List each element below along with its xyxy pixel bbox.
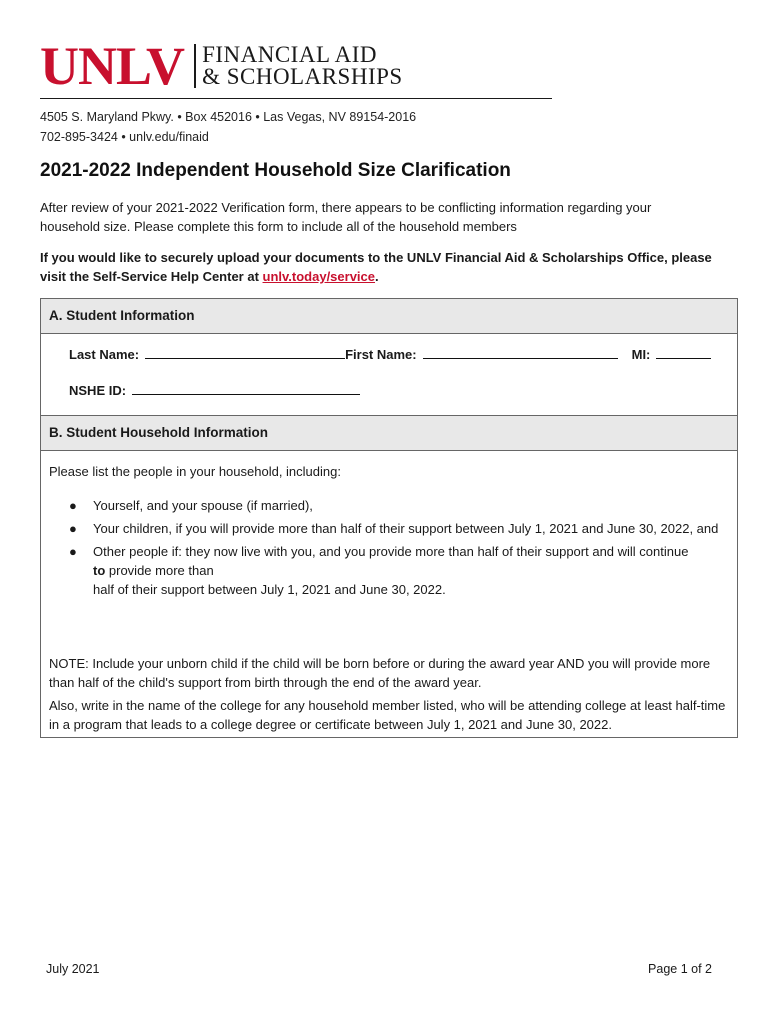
last-name-label: Last Name: [69, 347, 140, 362]
bullet-icon: ● [69, 498, 77, 513]
upload-notice [40, 248, 730, 286]
office-address: 4505 S. Maryland Pkwy. • Box 452016 • Las Vegas, NV 89154-2016 [40, 110, 417, 124]
bullet-icon: ● [69, 521, 77, 536]
first-name-label: First Name: [345, 347, 417, 362]
section-a-heading: A. Student Information [41, 299, 737, 334]
nshe-field-row [69, 383, 363, 398]
section-b-heading: B. Student Household Information [41, 416, 737, 451]
page-title: 2021-2022 Independent Household Size Clarification [40, 160, 511, 181]
nshe-id-label: NSHE ID: [69, 383, 127, 398]
unlv-logo [40, 36, 403, 96]
list-item [49, 519, 729, 538]
first-name-field[interactable] [423, 357, 618, 359]
unborn-child-note: NOTE: Include your unborn child if the child will be born before or during the award year AND you will provide more than half of the child's support from birth through the end of the award year. [49, 656, 711, 690]
last-name-field[interactable] [145, 357, 345, 359]
mi-label: MI: [631, 347, 651, 362]
college-note: Also, write in the name of the college for any household member listed, who will be attending college at least half-time in a program that leads to a college degree or certificate between July 1, 2021 and June 30, 2022. [49, 698, 726, 732]
list-item [49, 496, 729, 515]
name-fields-row [69, 347, 714, 362]
upload-notice-text: If you would like to securely upload your documents to the UNLV Financial Aid & Scholarships Office, please visit the Self-Service Help Center at [40, 250, 712, 284]
section-household-information [40, 415, 738, 738]
logo-wordmark: UNLV [40, 36, 185, 96]
household-lead: Please list the people in your household, including: [49, 464, 341, 479]
upload-notice-end: . [375, 269, 379, 284]
list-item-text: Other people if: they now live with you, and you provide more than half of their support and will continue [93, 544, 689, 559]
list-item-emphasis: to [93, 563, 106, 578]
bullet-icon: ● [69, 544, 77, 559]
self-service-link[interactable]: unlv.today/service [262, 269, 376, 284]
list-item-text: half of their support between July 1, 2021 and June 30, 2022. [93, 582, 446, 597]
logo-line-1: FINANCIAL AID [202, 42, 378, 67]
logo-line-2: & SCHOLARSHIPS [202, 64, 403, 89]
list-item [49, 542, 729, 599]
page-number: Page 1 of 2 [648, 962, 712, 976]
footer-date: July 2021 [46, 962, 100, 976]
list-item-text: Your children, if you will provide more than half of their support between July 1, 2021 and June 30, 2022, and [93, 521, 719, 536]
logo-divider [194, 44, 196, 88]
section-student-information [40, 298, 738, 416]
header-rule [40, 98, 552, 99]
logo-department [202, 44, 403, 88]
nshe-id-field[interactable] [132, 393, 360, 395]
list-item-text: Yourself, and your spouse (if married), [93, 498, 313, 513]
list-item-text: provide more than [105, 563, 214, 578]
office-contact: 702-895-3424 • unlv.edu/finaid [40, 130, 209, 144]
intro-text: After review of your 2021-2022 Verification form, there appears to be conflicting information regarding your household size. Please complete this form to include all of the household members [40, 200, 652, 234]
household-criteria-list [49, 496, 729, 603]
mi-field[interactable] [656, 357, 711, 359]
